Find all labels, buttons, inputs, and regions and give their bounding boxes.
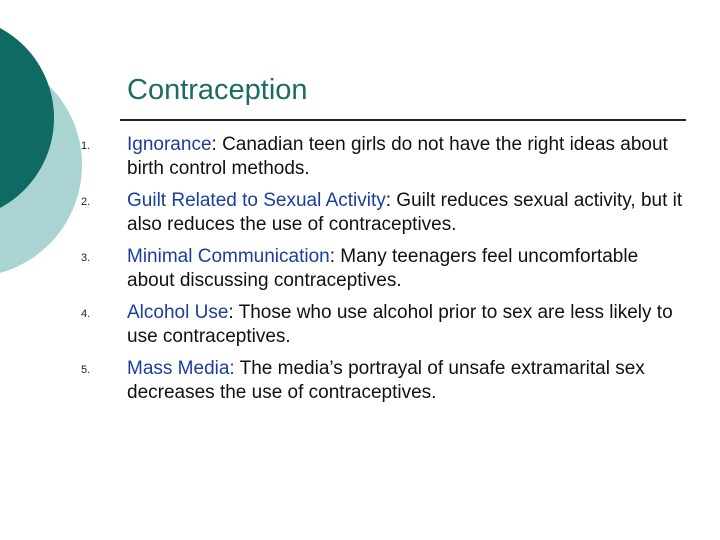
item-term: Mass Media:	[127, 358, 235, 379]
title-divider	[120, 119, 686, 121]
list-item	[127, 245, 687, 293]
item-text: : Canadian teen girls do not have the right ideas about birth control methods.	[127, 134, 668, 179]
list-number: 3.	[81, 252, 91, 264]
item-term: Ignorance	[127, 134, 212, 155]
list-number: 5.	[81, 364, 91, 376]
item-text: The media’s portrayal of unsafe extramarital sex decreases the use of contraceptives.	[127, 358, 645, 403]
list-number: 1.	[81, 140, 91, 152]
item-term: Alcohol Use	[127, 302, 229, 323]
list-item	[127, 301, 687, 349]
list-number: 2.	[81, 196, 91, 208]
item-text: : Guilt reduces sexual activity, but it also reduces the use of contraceptives.	[127, 190, 683, 235]
list-item	[127, 357, 687, 405]
list-item	[127, 133, 687, 181]
slide-title: Contraception	[127, 74, 308, 106]
item-term: Minimal Communication	[127, 246, 330, 267]
item-text: : Those who use alcohol prior to sex are less likely to use contraceptives.	[127, 302, 673, 347]
item-term: Guilt Related to Sexual Activity	[127, 190, 386, 211]
list-number: 4.	[81, 308, 91, 320]
item-text: : Many teenagers feel uncomfortable about discussing contraceptives.	[127, 246, 639, 291]
list-item	[127, 189, 687, 237]
